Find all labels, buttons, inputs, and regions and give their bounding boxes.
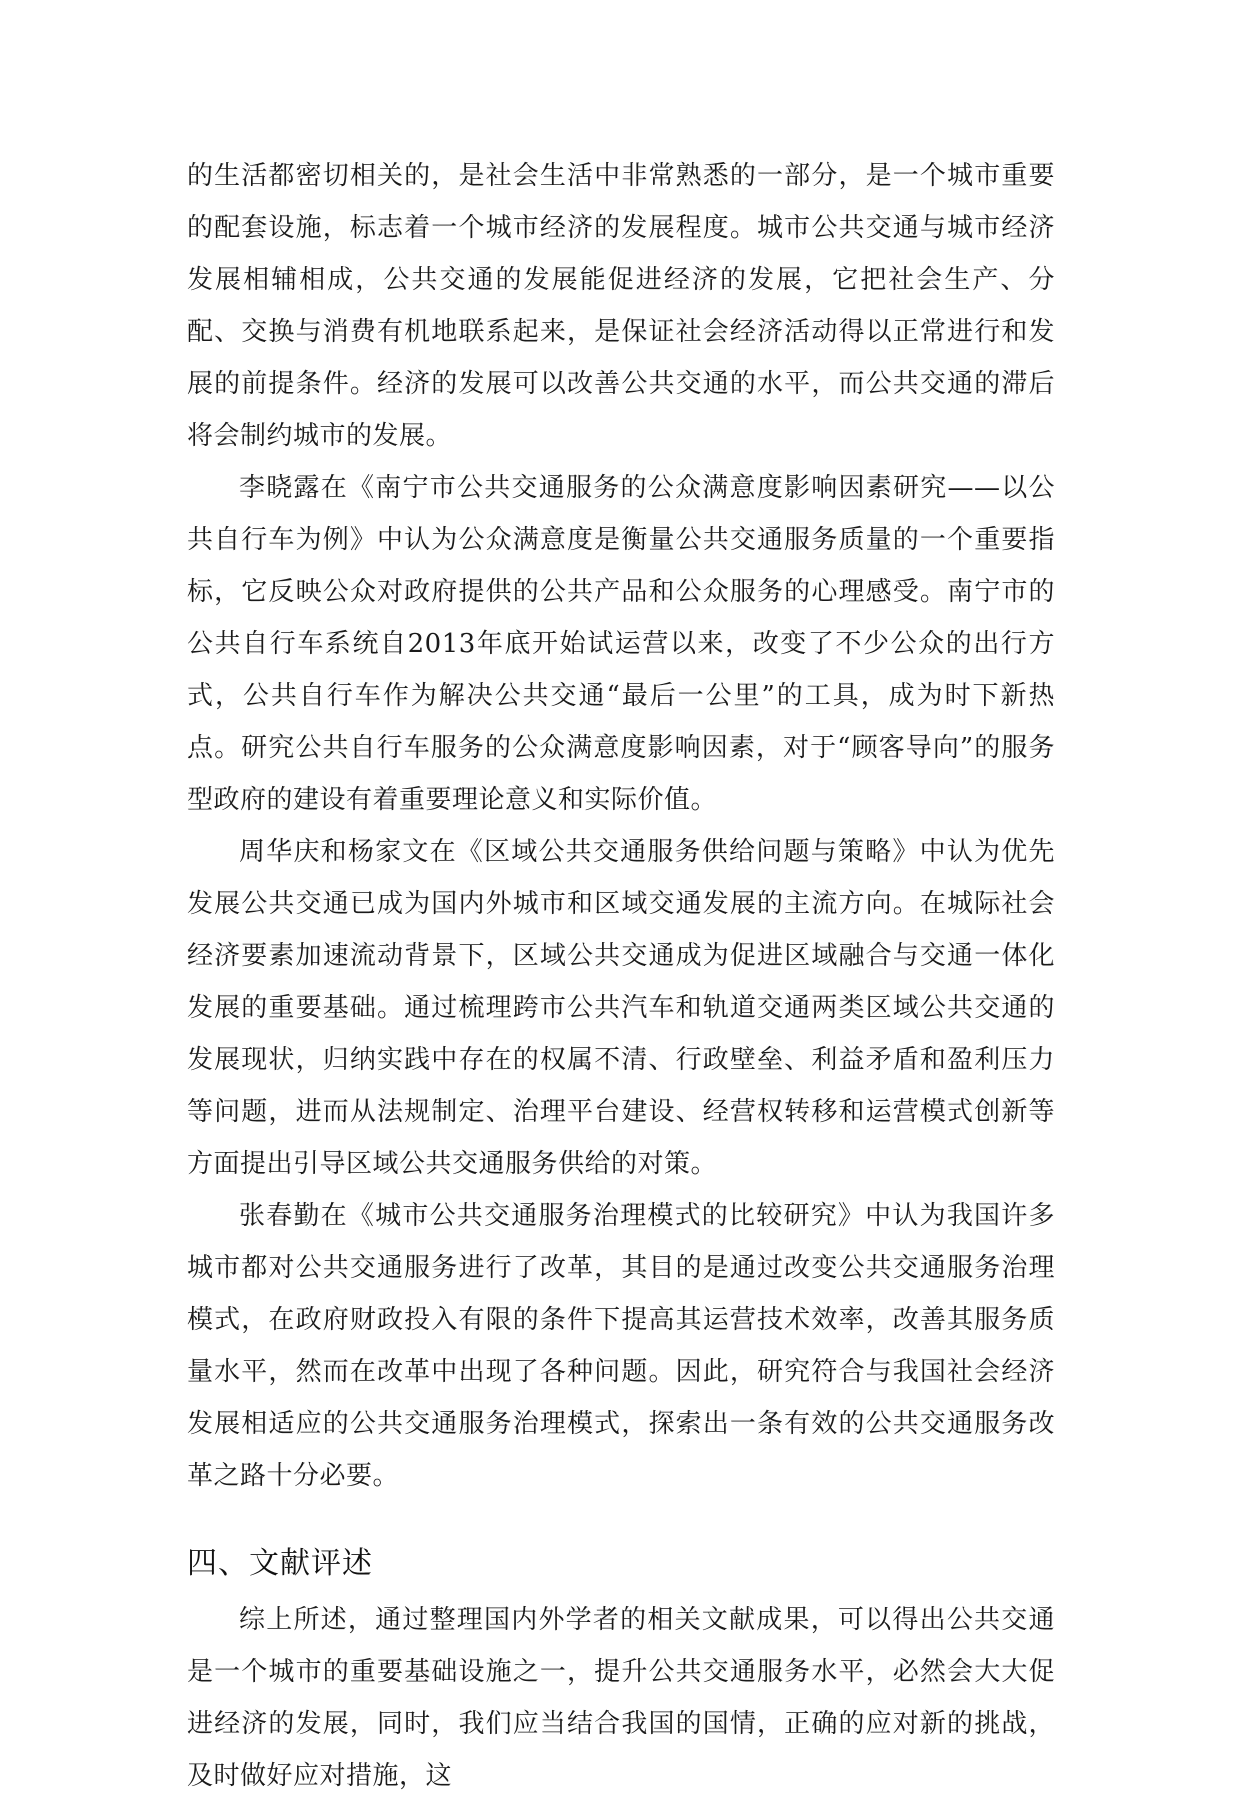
paragraph-zhou-huaqing: 周华庆和杨家文在《区域公共交通服务供给问题与策略》中认为优先发展公共交通已成为国内外城市和区域交通发展的主流方向。在城际社会经济要素加速流动背景下，区域公共交通成为促进区域融合与交通一体化发展的重要基础。通过梳理跨市公共汽车和轨道交通两类区域公共交通的发展现状，归纳实践中存在的权属不清、行政壁垒、利益矛盾和盈利压力等问题，进而从法规制定、治理平台建设、经营权转移和运营模式创新等方面提出引导区域公共交通服务供给的对策。: [187, 837, 1055, 1179]
paragraph-continuation: 的生活都密切相关的，是社会生活中非常熟悉的一部分，是一个城市重要的配套设施，标志着一个城市经济的发展程度。城市公共交通与城市经济发展相辅相成，公共交通的发展能促进经济的发展，它把社会生产、分配、交换与消费有机地联系起来，是保证社会经济活动得以正常进行和发展的前提条件。经济的发展可以改善公共交通的水平，而公共交通的滞后将会制约城市的发展。: [187, 161, 1055, 451]
paragraph-summary: 综上所述，通过整理国内外学者的相关文献成果，可以得出公共交通是一个城市的重要基础设施之一，提升公共交通服务水平，必然会大大促进经济的发展，同时，我们应当结合我国的国情，正确的应对新的挑战，及时做好应对措施，这: [187, 1605, 1055, 1791]
paragraph-zhang-chunqin: 张春勤在《城市公共交通服务治理模式的比较研究》中认为我国许多城市都对公共交通服务进行了改革，其目的是通过改变公共交通服务治理模式，在政府财政投入有限的条件下提高其运营技术效率，改善其服务质量水平，然而在改革中出现了各种问题。因此，研究符合与我国社会经济发展相适应的公共交通服务治理模式，探索出一条有效的公共交通服务改革之路十分必要。: [187, 1201, 1055, 1491]
paragraph-li-xiaolu: 李晓露在《南宁市公共交通服务的公众满意度影响因素研究——以公共自行车为例》中认为公众满意度是衡量公共交通服务质量的一个重要指标，它反映公众对政府提供的公共产品和公众服务的心理感受。南宁市的公共自行车系统自2013年底开始试运营以来，改变了不少公众的出行方式，公共自行车作为解决公共交通“最后一公里”的工具，成为时下新热点。研究公共自行车服务的公众满意度影响因素，对于“顾客导向”的服务型政府的建设有着重要理论意义和实际价值。: [187, 473, 1055, 815]
section-heading: 四、文献评述: [187, 1546, 373, 1581]
document-body: [187, 150, 1055, 1802]
